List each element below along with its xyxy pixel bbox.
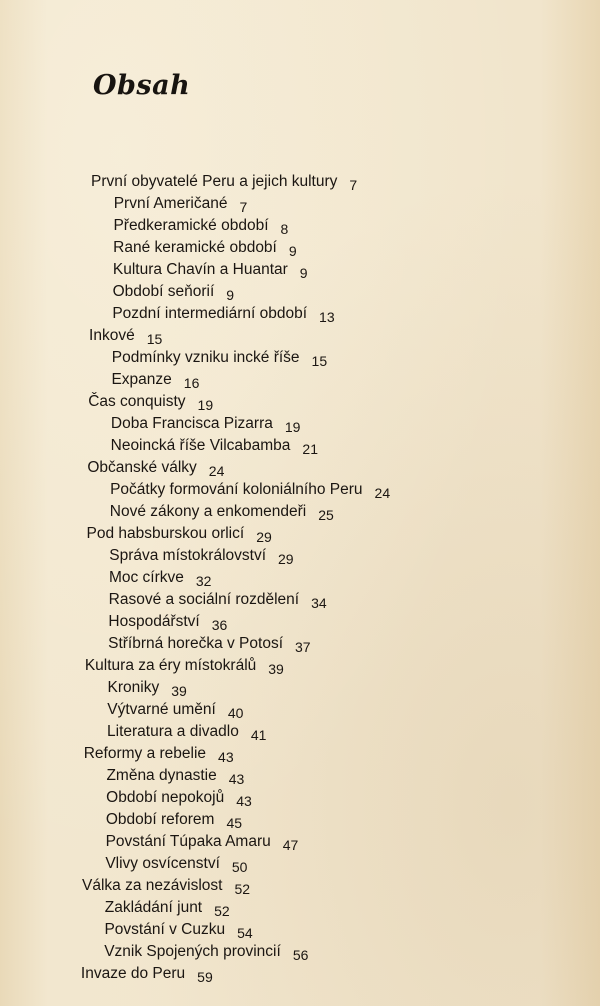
toc-entry-label: Invaze do Peru [80, 965, 186, 982]
toc-entry-label: Období reforem [105, 811, 215, 828]
toc-entry-label: Předkeramické období [113, 217, 269, 234]
toc-page-number: 36 [211, 617, 228, 633]
toc-entry-label: Období nepokojů [106, 789, 225, 806]
toc-entry-label: Literatura a divadlo [107, 723, 239, 740]
toc-entry [85, 656, 284, 675]
toc-page-number: 37 [295, 639, 311, 655]
toc-page-number: 52 [214, 903, 230, 919]
toc-entry-label: Hospodářství [108, 613, 200, 630]
toc-entry-label: Inkové [89, 327, 135, 344]
toc-entry [82, 876, 250, 895]
toc-subentry [114, 194, 248, 213]
toc-entry-label: Období seňorií [112, 283, 215, 300]
toc-entry [89, 326, 162, 345]
toc-page-number: 47 [282, 837, 299, 853]
toc-entry-label: Stříbrná horečka v Potosí [108, 635, 283, 652]
toc-page-number: 43 [228, 771, 245, 787]
toc-entry-label: Pod habsburskou orlicí [86, 525, 245, 542]
toc-page-number: 8 [280, 221, 289, 237]
toc-entry-label: Povstání Túpaka Amaru [105, 833, 271, 850]
toc-subentry [104, 942, 308, 961]
toc-page-number: 25 [318, 507, 334, 523]
toc-page-number: 16 [183, 375, 200, 391]
toc-entry [84, 744, 234, 763]
toc-page-number: 32 [195, 573, 212, 589]
toc-entry-label: Podmínky vzniku incké říše [111, 349, 300, 366]
toc-entry-label: Moc církve [108, 569, 184, 586]
toc-entry-label: Pozdní intermediární období [112, 305, 308, 322]
toc-entry-label: Vlivy osvícenství [105, 855, 220, 872]
toc-entry-label: Nové zákony a enkomendeři [109, 503, 307, 520]
toc-page-number: 56 [292, 947, 309, 963]
toc-subentry [106, 766, 244, 785]
toc-page-number: 39 [268, 661, 284, 677]
toc-entry [87, 458, 224, 477]
toc-entry-label: Reformy a rebelie [83, 745, 207, 762]
toc-entry-label: Občanské války [87, 459, 197, 476]
toc-subentry [112, 304, 334, 323]
toc-subentry [109, 568, 212, 587]
toc-subentry [105, 898, 230, 917]
toc-page-number: 7 [239, 199, 248, 215]
toc-subentry [110, 502, 334, 521]
toc-entry-label: První obyvatelé Peru a jejich kultury [91, 173, 338, 190]
toc-subentry [111, 370, 199, 389]
toc-page-number: 19 [284, 419, 301, 435]
toc-page-number: 7 [349, 177, 358, 193]
toc-page-number: 52 [234, 881, 251, 897]
toc-page-number: 9 [299, 265, 308, 281]
toc-entry-label: Rané keramické období [113, 239, 277, 256]
toc-subentry [108, 678, 187, 697]
toc-page-number: 9 [226, 287, 235, 303]
toc-page-number: 41 [250, 727, 267, 743]
toc-page-number: 24 [208, 463, 225, 479]
toc-subentry [112, 348, 327, 367]
toc-entry [88, 392, 213, 411]
toc-entry-label: Zakládání junt [104, 899, 203, 916]
toc-entry [91, 172, 357, 191]
toc-page-number: 29 [256, 529, 272, 545]
toc-page-number: 19 [197, 397, 214, 413]
toc-entry-label: Počátky formování koloniálního Peru [110, 481, 363, 498]
toc-entry-label: Kultura Chavín a Huantar [112, 261, 288, 278]
toc-entry-label: Neoincká říše Vilcabamba [110, 437, 291, 454]
toc-subentry [106, 832, 299, 851]
toc-subentry [113, 260, 308, 279]
toc-entry-label: Kroniky [107, 679, 160, 696]
toc-entry-label: Změna dynastie [106, 767, 217, 784]
toc-subentry [113, 282, 234, 301]
toc-page-number: 54 [237, 925, 253, 941]
toc-subentry [106, 810, 242, 829]
toc-page-number: 40 [227, 705, 244, 721]
toc-subentry [104, 920, 252, 939]
toc-entry [87, 524, 272, 543]
toc-page-number: 43 [236, 793, 252, 809]
toc-entry-label: Vznik Spojených provincií [104, 943, 281, 960]
toc-page-number: 29 [278, 551, 294, 567]
toc-page-number: 43 [218, 749, 234, 765]
toc-page-number: 45 [226, 815, 243, 831]
toc-subentry [113, 238, 297, 257]
toc-entry-label: Výtvarné umění [107, 701, 216, 718]
toc-subentry [111, 436, 318, 455]
page-title: Obsah [93, 70, 191, 101]
toc-page-number: 24 [374, 485, 391, 501]
toc-subentry [111, 414, 301, 433]
toc-page-number: 50 [231, 859, 248, 875]
toc-page-number: 13 [319, 309, 335, 325]
toc-page-number: 9 [288, 243, 297, 259]
toc-entry [81, 964, 213, 983]
toc-entry-label: První Američané [113, 195, 228, 212]
toc-subentry [109, 546, 293, 565]
toc-entry-label: Povstání v Cuzku [104, 921, 226, 938]
toc-entry-label: Čas conquisty [88, 393, 186, 410]
toc-entry-label: Expanze [111, 371, 172, 388]
toc-subentry [106, 788, 252, 807]
toc-subentry [108, 612, 227, 631]
toc-entry-label: Kultura za éry místokrálů [84, 657, 257, 674]
toc-entry-label: Válka za nezávislost [82, 877, 223, 894]
toc-subentry [107, 700, 243, 719]
toc-page-number: 39 [171, 683, 187, 699]
toc-page-number: 59 [197, 969, 213, 985]
toc-entry-label: Doba Francisca Pizarra [110, 415, 273, 432]
toc-entry-label: Rasové a sociální rozdělení [108, 591, 300, 608]
toc-page-number: 15 [311, 353, 328, 369]
toc-subentry [108, 634, 310, 653]
toc-page-number: 34 [311, 595, 327, 611]
toc-subentry [105, 854, 247, 873]
toc-page-number: 15 [146, 331, 163, 347]
toc-subentry [107, 722, 266, 741]
toc-entry-label: Správa místokrálovství [109, 547, 267, 564]
toc-subentry [110, 480, 390, 499]
toc-page-number: 21 [302, 441, 318, 457]
toc-subentry [109, 590, 327, 609]
toc-subentry [113, 216, 288, 235]
